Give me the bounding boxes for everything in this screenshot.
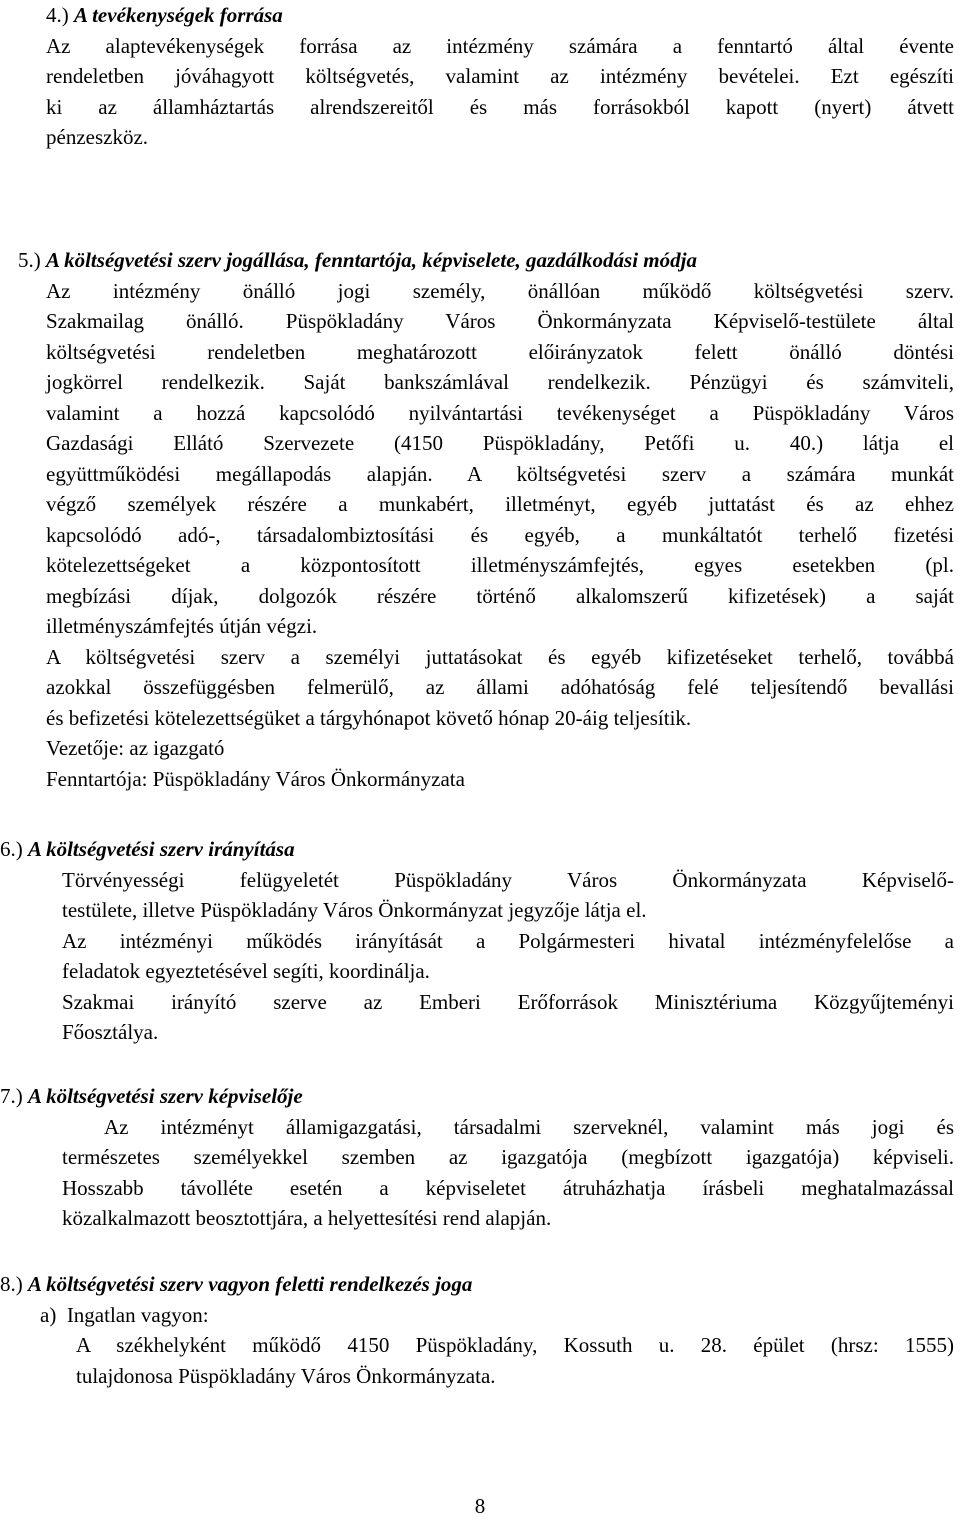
- paragraph-line: végző személyek részére a munkabért, illetményt, egyéb juttatást és az ehhez: [46, 492, 954, 516]
- paragraph-line: Törvényességi felügyeletét Püspökladány Város Önkormányzata Képviselő-: [62, 867, 954, 892]
- paragraph-line: kapcsolódó adó-, társadalombiztosítási és egyéb, a munkáltatót terhelő fizetési: [46, 522, 954, 547]
- section-4-heading: [0, 0, 960, 31]
- paragraph-line: Az intézményt államigazgatási, társadalmi szerveknél, valamint más jogi és: [104, 1114, 954, 1139]
- paragraph-line: ki az államháztartás alrendszereitől és más forrásokból kapott (nyert) átvett: [46, 94, 954, 119]
- paragraph-line: Főosztálya.: [62, 1020, 159, 1044]
- paragraph-line: A székhelyként működő 4150 Püspökladány, Kossuth u. 28. épület (hrsz: 1555): [76, 1333, 954, 1357]
- paragraph-line: együttműködési megállapodás alapján. A költségvetési szerv a számára munkát: [46, 461, 954, 486]
- section-8: [0, 1269, 960, 1391]
- paragraph-line: jogkörrel rendelkezik. Saját bankszámlával rendelkezik. Pénzügyi és számviteli,: [46, 370, 954, 394]
- paragraph-line: Hosszabb távolléte esetén a képviseletet átruházhatja írásbeli meghatalmazással: [62, 1175, 954, 1200]
- section-5-heading: [0, 245, 960, 276]
- paragraph-line: természetes személyekkel szemben az igazgatója (megbízott igazgatója) képviseli.: [62, 1145, 954, 1169]
- paragraph-line: Gazdasági Ellátó Szervezete (4150 Püspökladány, Petőfi u. 40.) látja el: [46, 431, 954, 455]
- paragraph-line: Szakmai irányító szerve az Emberi Erőforrások Minisztériuma Közgyűjteményi: [62, 989, 954, 1014]
- section-7-number: 7.): [0, 1084, 23, 1108]
- section-8-subitem: a) Ingatlan vagyon:: [40, 1302, 209, 1327]
- paragraph-line: rendeletben jóváhagyott költségvetés, valamint az intézmény bevételei. Ezt egészíti: [46, 64, 954, 88]
- paragraph-line: költségvetési rendeletben meghatározott előirányzatok felett önálló döntési: [46, 339, 954, 364]
- section-6: [0, 834, 960, 1048]
- section-6-heading: [0, 834, 960, 865]
- section-7: [0, 1081, 960, 1234]
- page-number: 8: [474, 1494, 486, 1518]
- paragraph-line: és befizetési kötelezettségüket a tárgyhónapot követő hónap 20-áig teljesítik.: [46, 705, 692, 730]
- paragraph-line: illetményszámfejtés útján végzi.: [46, 614, 318, 638]
- section-5-number: 5.): [18, 248, 41, 272]
- section-8-heading: [0, 1269, 960, 1300]
- paragraph-line: Vezetője: az igazgató: [46, 736, 225, 760]
- paragraph-line: megbízási díjak, dolgozók részére történő alkalomszerű kifizetések) a saját: [46, 583, 954, 608]
- paragraph-line: Szakmailag önálló. Püspökladány Város Önkormányzata Képviselő-testülete által: [46, 309, 954, 333]
- section-5: [0, 245, 960, 794]
- paragraph-line: Az intézményi működés irányítását a Polgármesteri hivatal intézményfelelőse a: [62, 928, 954, 953]
- section-6-number: 6.): [0, 837, 23, 861]
- paragraph-line: testülete, illetve Püspökladány Város Önkormányzat jegyzője látja el.: [62, 898, 647, 922]
- paragraph-line: A költségvetési szerv a személyi juttatásokat és egyéb kifizetéseket terhelő, továbbá: [46, 644, 954, 669]
- section-7-title: A költségvetési szerv képviselője: [28, 1084, 303, 1108]
- paragraph-line: tulajdonosa Püspökladány Város Önkormányzata.: [76, 1363, 496, 1388]
- section-4-title: A tevékenységek forrása: [74, 3, 283, 27]
- paragraph-line: közalkalmazott beosztottjára, a helyettesítési rend alapján.: [62, 1206, 552, 1230]
- paragraph-line: kötelezettségeket a központosított illetményszámfejtés, egyes esetekben (pl.: [46, 553, 954, 577]
- paragraph-line: azokkal összefüggésben felmerülő, az állami adóhatóság felé teljesítendő bevallási: [46, 675, 954, 699]
- paragraph-line: Az alaptevékenységek forrása az intézmény számára a fenntartó által évente: [46, 33, 954, 58]
- paragraph-line: pénzeszköz.: [46, 125, 149, 149]
- section-4: [0, 0, 960, 153]
- paragraph-line: Az intézmény önálló jogi személy, önállóan működő költségvetési szerv.: [46, 278, 954, 303]
- section-8-number: 8.): [0, 1272, 23, 1296]
- section-6-title: A költségvetési szerv irányítása: [28, 837, 295, 861]
- paragraph-line: feladatok egyeztetésével segíti, koordinálja.: [62, 959, 430, 983]
- section-7-heading: [0, 1081, 960, 1112]
- section-5-title: A költségvetési szerv jogállása, fenntartója, képviselete, gazdálkodási módja: [46, 248, 697, 272]
- paragraph-line: valamint a hozzá kapcsolódó nyilvántartási tevékenységet a Püspökladány Város: [46, 400, 954, 425]
- section-4-number: 4.): [46, 3, 69, 27]
- paragraph-line: Fenntartója: Püspökladány Város Önkormányzata: [46, 766, 465, 791]
- section-8-title: A költségvetési szerv vagyon feletti rendelkezés joga: [28, 1272, 473, 1296]
